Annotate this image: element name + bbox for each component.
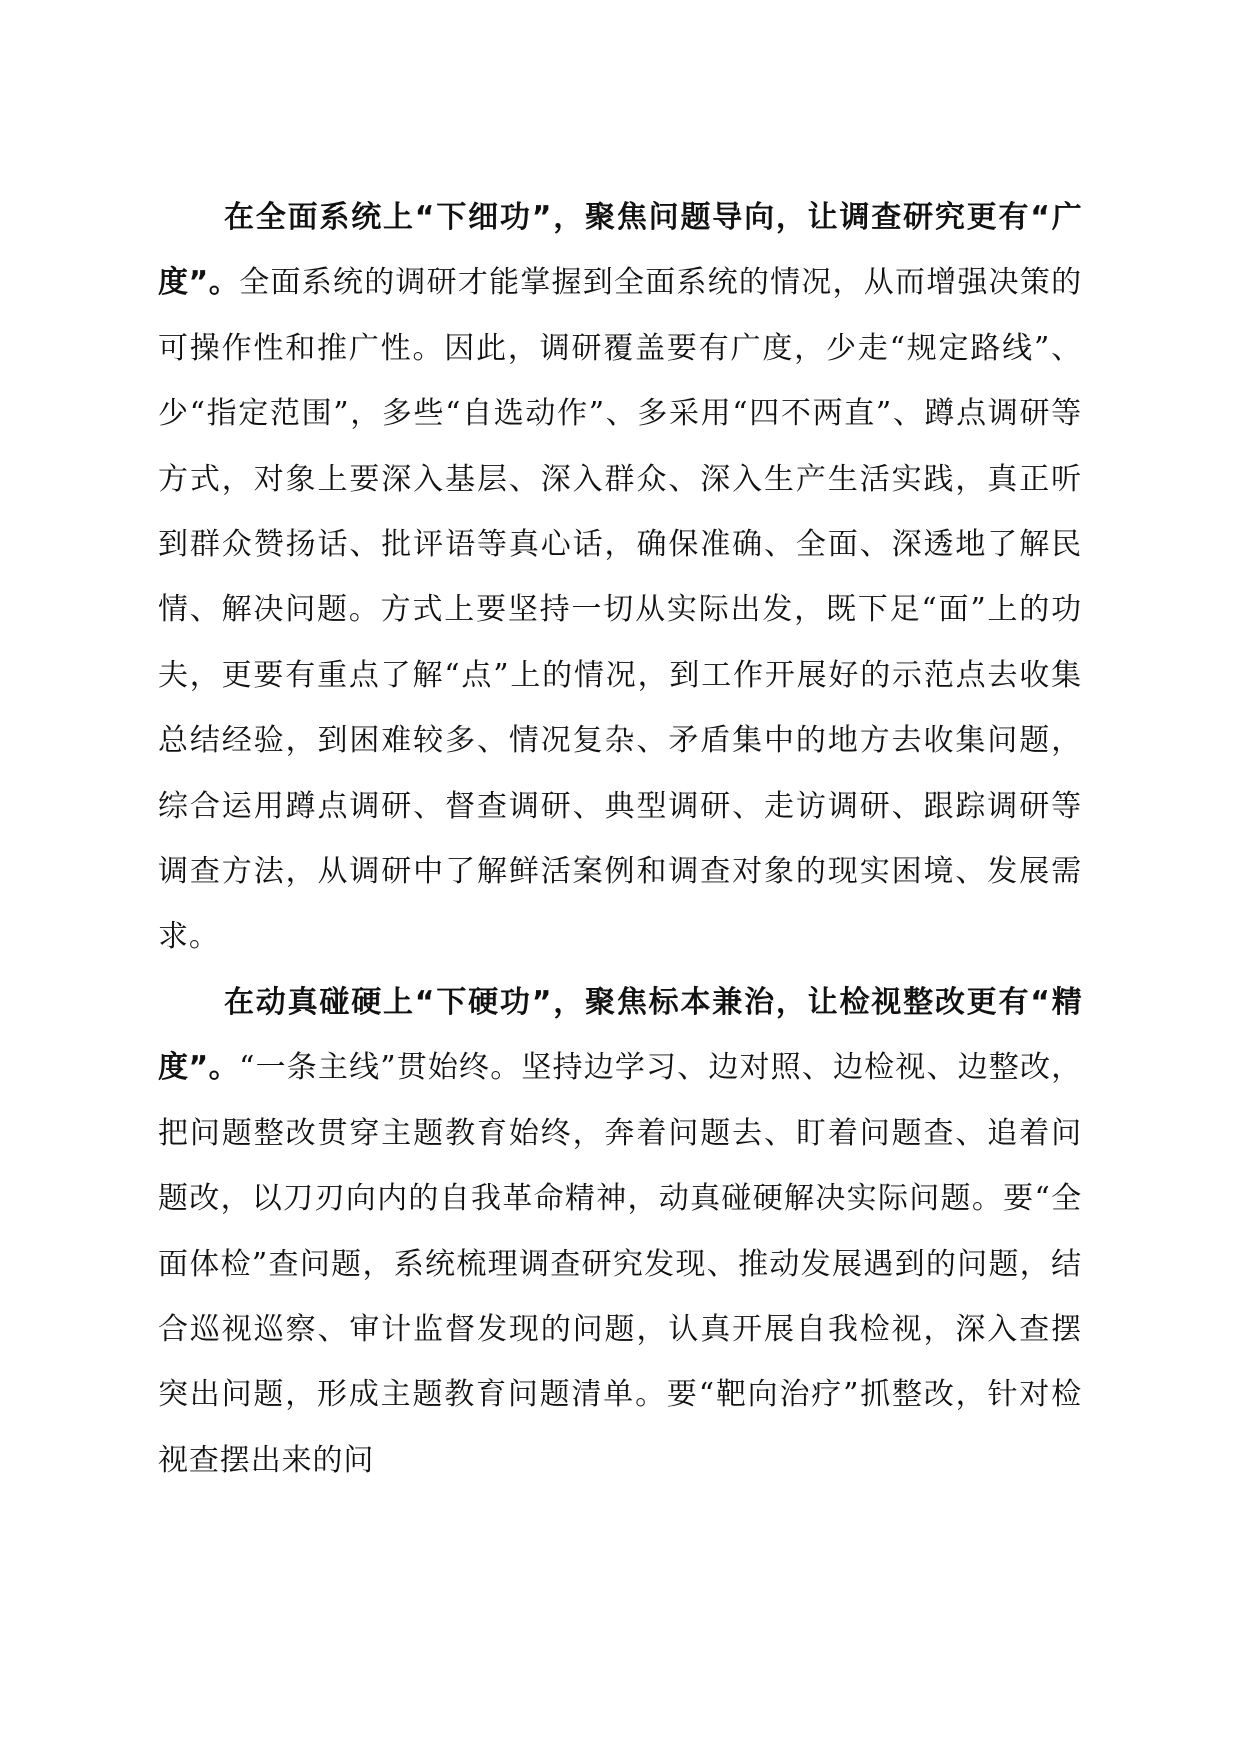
paragraph-1-lead: 在全面系统上“下细功”，聚焦问题导向，让调查研究更有“广度”。 (158, 200, 1082, 301)
paragraph-1-body: 全面系统的调研才能掌握到全面系统的情况，从而增强决策的可操作性和推广性。因此，调研覆盖要有广度，少走“规定路线”、少“指定范围”，多些“自选动作”、多采用“四不两直”、蹲点调研等方式，对象上要深入基层、深入群众、深入生产生活实践，真正听到群众赞扬话、批评语等真心话，确保准确、全面、深透地了解民情、解决问题。方式上要坚持一切从实际出发，既下足“面”上的功夫，更要有重点了解“点”上的情况，到工作开展好的示范点去收集总结经验，到困难较多、情况复杂、矛盾集中的地方去收集问题，综合运用蹲点调研、督查调研、典型调研、走访调研、跟踪调研等调查方法，从调研中了解鲜活案例和调查对象的现实困境、发展需求。 (158, 265, 1082, 955)
paragraph-1 (158, 185, 1082, 970)
paragraph-2 (158, 970, 1082, 1493)
paragraph-2-lead: 在动真碰硬上“下硬功”，聚焦标本兼治，让检视整改更有“精度”。 (158, 984, 1082, 1086)
paragraph-2-body: “一条主线”贯始终。坚持边学习、边对照、边检视、边整改，把问题整改贯穿主题教育始终，奔着问题去、盯着问题查、追着问题改，以刀刃向内的自我革命精神，动真碰硬解决实际问题。要“全面体检”查问题，系统梳理调查研究发现、推动发展遇到的问题，结合巡视巡察、审计监督发现的问题，认真开展自我检视，深入查摆突出问题，形成主题教育问题清单。要“靶向治疗”抓整改，针对检视查摆出来的问 (158, 1050, 1082, 1478)
document-body (158, 185, 1082, 1493)
